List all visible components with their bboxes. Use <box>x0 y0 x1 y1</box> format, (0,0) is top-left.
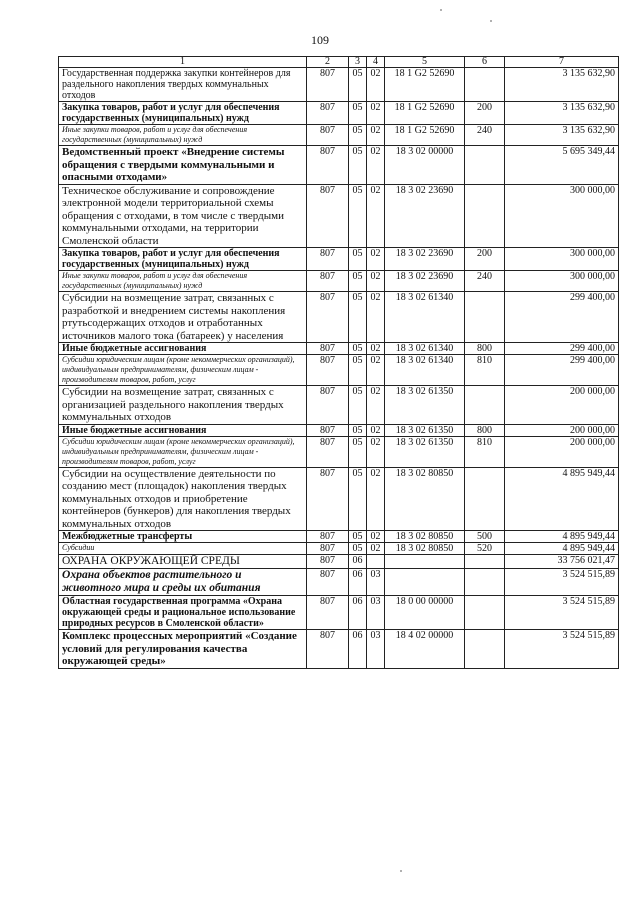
section-code-cell: 05 <box>349 102 367 125</box>
item-name-cell: Субсидии юридическим лицам (кроме некоммерческих организаций), индивидуальным предпринимателям, физическим лицам - производителям товаров, работ, услуг <box>59 436 307 467</box>
target-article-cell: 18 3 02 61340 <box>385 292 465 343</box>
grbs-code-cell: 807 <box>307 424 349 436</box>
target-article-cell: 18 4 02 00000 <box>385 630 465 669</box>
expense-type-cell <box>465 68 505 102</box>
grbs-code-cell: 807 <box>307 531 349 543</box>
subsection-code-cell: 02 <box>367 146 385 185</box>
subsection-code-cell: 02 <box>367 292 385 343</box>
target-article-cell: 18 3 02 61350 <box>385 436 465 467</box>
grbs-code-cell: 807 <box>307 569 349 596</box>
scan-speck <box>400 870 402 872</box>
table-row <box>59 467 619 531</box>
item-name-cell: Охрана объектов растительного и животного мира и среды их обитания <box>59 569 307 596</box>
expense-type-cell: 810 <box>465 355 505 386</box>
subsection-code-cell: 02 <box>367 248 385 271</box>
scan-speck <box>490 20 492 22</box>
grbs-code-cell: 807 <box>307 436 349 467</box>
section-code-cell: 05 <box>349 467 367 531</box>
target-article-cell: 18 3 02 61350 <box>385 424 465 436</box>
target-article-cell: 18 3 02 80850 <box>385 531 465 543</box>
target-article-cell: 18 3 02 80850 <box>385 543 465 555</box>
grbs-code-cell: 807 <box>307 102 349 125</box>
section-code-cell: 05 <box>349 531 367 543</box>
amount-cell: 4 895 949,44 <box>505 543 619 555</box>
subsection-code-cell: 03 <box>367 630 385 669</box>
grbs-code-cell: 807 <box>307 292 349 343</box>
budget-table <box>58 56 619 669</box>
expense-type-cell: 520 <box>465 543 505 555</box>
target-article-cell: 18 3 02 23690 <box>385 271 465 292</box>
expense-type-cell <box>465 146 505 185</box>
amount-cell: 3 524 515,89 <box>505 630 619 669</box>
subsection-code-cell <box>367 555 385 569</box>
item-name-cell: Субсидии <box>59 543 307 555</box>
column-header: 2 <box>307 57 349 68</box>
expense-type-cell <box>465 596 505 630</box>
amount-cell: 299 400,00 <box>505 292 619 343</box>
subsection-code-cell: 02 <box>367 125 385 146</box>
column-header: 4 <box>367 57 385 68</box>
target-article-cell: 18 3 02 23690 <box>385 184 465 248</box>
grbs-code-cell: 807 <box>307 125 349 146</box>
subsection-code-cell: 03 <box>367 596 385 630</box>
expense-type-cell <box>465 386 505 425</box>
column-header: 3 <box>349 57 367 68</box>
section-code-cell: 05 <box>349 355 367 386</box>
target-article-cell: 18 1 G2 52690 <box>385 102 465 125</box>
item-name-cell: Иные бюджетные ассигнования <box>59 343 307 355</box>
item-name-cell: Государственная поддержка закупки контейнеров для раздельного накопления твердых коммунальных отходов <box>59 68 307 102</box>
amount-cell: 4 895 949,44 <box>505 531 619 543</box>
amount-cell: 3 135 632,90 <box>505 102 619 125</box>
section-code-cell: 06 <box>349 596 367 630</box>
grbs-code-cell: 807 <box>307 386 349 425</box>
table-row <box>59 125 619 146</box>
amount-cell: 300 000,00 <box>505 184 619 248</box>
section-code-cell: 05 <box>349 146 367 185</box>
section-code-cell: 05 <box>349 184 367 248</box>
item-name-cell: Субсидии на возмещение затрат, связанных с разработкой и внедрением системы накопления ртутьсодержащих отходов и отработанных источников малого тока (батареек) у населения <box>59 292 307 343</box>
section-code-cell: 06 <box>349 555 367 569</box>
subsection-code-cell: 02 <box>367 102 385 125</box>
table-row <box>59 271 619 292</box>
target-article-cell: 18 3 02 61340 <box>385 355 465 386</box>
table-row <box>59 248 619 271</box>
subsection-code-cell: 02 <box>367 424 385 436</box>
item-name-cell: Комплекс процессных мероприятий «Создание условий для регулирования качества окружающей среды» <box>59 630 307 669</box>
table-row <box>59 343 619 355</box>
table-row <box>59 569 619 596</box>
grbs-code-cell: 807 <box>307 596 349 630</box>
expense-type-cell: 500 <box>465 531 505 543</box>
table-row <box>59 386 619 425</box>
expense-type-cell: 240 <box>465 271 505 292</box>
item-name-cell: Закупка товаров, работ и услуг для обеспечения государственных (муниципальных) нужд <box>59 248 307 271</box>
table-row <box>59 543 619 555</box>
amount-cell: 5 695 349,44 <box>505 146 619 185</box>
item-name-cell: ОХРАНА ОКРУЖАЮЩЕЙ СРЕДЫ <box>59 555 307 569</box>
grbs-code-cell: 807 <box>307 68 349 102</box>
amount-cell: 3 524 515,89 <box>505 596 619 630</box>
item-name-cell: Техническое обслуживание и сопровождение электронной модели территориальной схемы обращения с отходами, в том числе с твердыми коммунальными отходами, на территории Смоленской области <box>59 184 307 248</box>
target-article-cell: 18 3 02 80850 <box>385 467 465 531</box>
expense-type-cell: 200 <box>465 102 505 125</box>
item-name-cell: Межбюджетные трансферты <box>59 531 307 543</box>
amount-cell: 3 524 515,89 <box>505 569 619 596</box>
expense-type-cell <box>465 184 505 248</box>
amount-cell: 33 756 021,47 <box>505 555 619 569</box>
expense-type-cell <box>465 630 505 669</box>
subsection-code-cell: 02 <box>367 184 385 248</box>
table-row <box>59 184 619 248</box>
target-article-cell <box>385 569 465 596</box>
section-code-cell: 05 <box>349 436 367 467</box>
grbs-code-cell: 807 <box>307 355 349 386</box>
subsection-code-cell: 02 <box>367 436 385 467</box>
subsection-code-cell: 03 <box>367 569 385 596</box>
scan-speck <box>440 9 442 11</box>
section-code-cell: 05 <box>349 292 367 343</box>
target-article-cell: 18 3 02 23690 <box>385 248 465 271</box>
grbs-code-cell: 807 <box>307 271 349 292</box>
column-header: 1 <box>59 57 307 68</box>
item-name-cell: Закупка товаров, работ и услуг для обеспечения государственных (муниципальных) нужд <box>59 102 307 125</box>
table-row <box>59 292 619 343</box>
amount-cell: 200 000,00 <box>505 424 619 436</box>
table-row <box>59 436 619 467</box>
subsection-code-cell: 02 <box>367 467 385 531</box>
subsection-code-cell: 02 <box>367 543 385 555</box>
table-row <box>59 555 619 569</box>
section-code-cell: 05 <box>349 68 367 102</box>
table-row <box>59 68 619 102</box>
expense-type-cell <box>465 569 505 596</box>
amount-cell: 299 400,00 <box>505 355 619 386</box>
expense-type-cell <box>465 467 505 531</box>
target-article-cell: 18 3 02 61340 <box>385 343 465 355</box>
item-name-cell: Субсидии на возмещение затрат, связанных с организацией раздельного накопления твердых коммунальных отходов <box>59 386 307 425</box>
table-row <box>59 355 619 386</box>
grbs-code-cell: 807 <box>307 343 349 355</box>
section-code-cell: 05 <box>349 543 367 555</box>
table-row <box>59 102 619 125</box>
subsection-code-cell: 02 <box>367 343 385 355</box>
section-code-cell: 06 <box>349 630 367 669</box>
section-code-cell: 06 <box>349 569 367 596</box>
section-code-cell: 05 <box>349 343 367 355</box>
table-row <box>59 596 619 630</box>
grbs-code-cell: 807 <box>307 543 349 555</box>
section-code-cell: 05 <box>349 386 367 425</box>
target-article-cell: 18 3 02 61350 <box>385 386 465 425</box>
target-article-cell: 18 0 00 00000 <box>385 596 465 630</box>
amount-cell: 3 135 632,90 <box>505 68 619 102</box>
section-code-cell: 05 <box>349 424 367 436</box>
amount-cell: 200 000,00 <box>505 386 619 425</box>
section-code-cell: 05 <box>349 271 367 292</box>
amount-cell: 200 000,00 <box>505 436 619 467</box>
target-article-cell <box>385 555 465 569</box>
amount-cell: 300 000,00 <box>505 271 619 292</box>
expense-type-cell: 800 <box>465 424 505 436</box>
table-row <box>59 630 619 669</box>
table-row <box>59 531 619 543</box>
grbs-code-cell: 807 <box>307 555 349 569</box>
grbs-code-cell: 807 <box>307 467 349 531</box>
column-header: 6 <box>465 57 505 68</box>
target-article-cell: 18 1 G2 52690 <box>385 125 465 146</box>
target-article-cell: 18 1 G2 52690 <box>385 68 465 102</box>
subsection-code-cell: 02 <box>367 386 385 425</box>
column-number-row <box>59 57 619 68</box>
column-header: 7 <box>505 57 619 68</box>
amount-cell: 4 895 949,44 <box>505 467 619 531</box>
item-name-cell: Областная государственная программа «Охрана окружающей среды и рациональное использование природных ресурсов в Смоленской области» <box>59 596 307 630</box>
section-code-cell: 05 <box>349 248 367 271</box>
table-row <box>59 146 619 185</box>
grbs-code-cell: 807 <box>307 146 349 185</box>
page-number: 109 <box>311 33 329 47</box>
subsection-code-cell: 02 <box>367 271 385 292</box>
subsection-code-cell: 02 <box>367 355 385 386</box>
grbs-code-cell: 807 <box>307 184 349 248</box>
expense-type-cell <box>465 555 505 569</box>
amount-cell: 299 400,00 <box>505 343 619 355</box>
subsection-code-cell: 02 <box>367 68 385 102</box>
target-article-cell: 18 3 02 00000 <box>385 146 465 185</box>
expense-type-cell: 200 <box>465 248 505 271</box>
expense-type-cell: 240 <box>465 125 505 146</box>
item-name-cell: Иные закупки товаров, работ и услуг для обеспечения государственных (муниципальных) нужд <box>59 125 307 146</box>
expense-type-cell: 810 <box>465 436 505 467</box>
expense-type-cell: 800 <box>465 343 505 355</box>
table-row <box>59 424 619 436</box>
subsection-code-cell: 02 <box>367 531 385 543</box>
item-name-cell: Иные бюджетные ассигнования <box>59 424 307 436</box>
section-code-cell: 05 <box>349 125 367 146</box>
expense-type-cell <box>465 292 505 343</box>
column-header: 5 <box>385 57 465 68</box>
amount-cell: 3 135 632,90 <box>505 125 619 146</box>
grbs-code-cell: 807 <box>307 630 349 669</box>
item-name-cell: Субсидии юридическим лицам (кроме некоммерческих организаций), индивидуальным предпринимателям, физическим лицам - производителям товаров, работ, услуг <box>59 355 307 386</box>
grbs-code-cell: 807 <box>307 248 349 271</box>
item-name-cell: Субсидии на осуществление деятельности по созданию мест (площадок) накопления твердых коммунальных отходов и приобретение контейнеров (бункеров) для накопления твердых коммунальных отходов <box>59 467 307 531</box>
item-name-cell: Иные закупки товаров, работ и услуг для обеспечения государственных (муниципальных) нужд <box>59 271 307 292</box>
amount-cell: 300 000,00 <box>505 248 619 271</box>
item-name-cell: Ведомственный проект «Внедрение системы обращения с твердыми коммунальными и опасными отходами» <box>59 146 307 185</box>
